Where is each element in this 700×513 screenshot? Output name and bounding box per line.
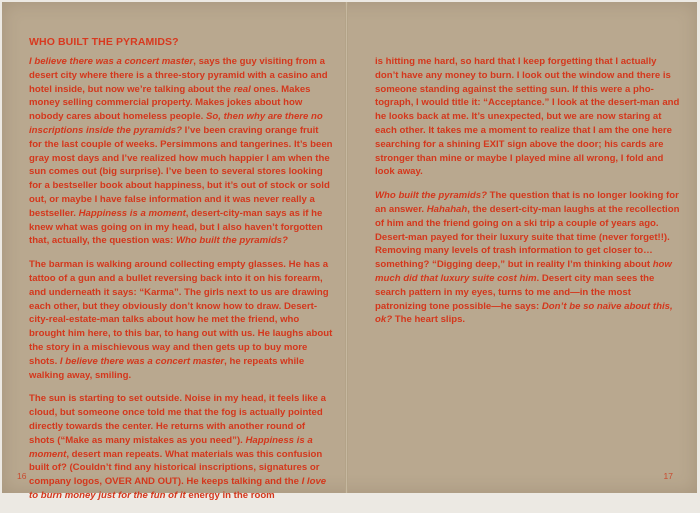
text-run: , desert-city-man says as if he knew what was going on in my head, but I also haven’t forgotten that, actually, the question was: — [29, 207, 323, 247]
italic-text-run: Who built the pyramids? — [175, 235, 288, 247]
text-run: The heart slips. — [392, 314, 466, 326]
text-run: . Desert city man sees the search pattern in my eyes, turns to me and—in the most patronizing tone possible—he says: — [375, 272, 655, 312]
italic-text-run: Don’t be so naïve about this, ok? — [375, 300, 673, 326]
italic-text-run: I believe there was a concert master — [29, 56, 194, 67]
right-page — [348, 2, 697, 493]
text-run: , the desert-city-man laughs at the recollection of him and the friend going on a ski trip a couple of years ago. Desert-man payed for their luxury suite that time (never forget!!). Removing many levels of trash information to get closer to…something? “Digging deep,” but in reality I’m thinking about — [375, 203, 680, 271]
italic-text-run: Hahahah — [426, 203, 468, 215]
right-page-body — [375, 55, 681, 337]
body-paragraph — [29, 258, 333, 382]
left-page — [2, 2, 345, 501]
text-run: , he repeats while walking away, smiling. — [29, 355, 305, 381]
text-run: I’ve been craving orange fruit for the last couple of weeks. Persimmons and tangerines. It’s been gray most days and I’ve realized how much happier I am when the sun comes out (big surprise). I’ve been to several stores looking for a bestseller book about happiness, but it’s out of stock or sold out, or maybe I have false information and it was never really a bestseller. — [29, 124, 333, 219]
page-number-right: 17 — [663, 471, 673, 481]
body-paragraph — [29, 55, 333, 248]
text-run: is hitting me hard, so hard that I keep forgetting that I actually don’t have any money to burn. I look out the window and there is someone standing against the setting sun. If this were a photograph, I would title it: “Acceptance.” I look at the desert-man and he looks back at me. It’s unexpected, but we are now staring at each other. It takes me a moment to realize that I am the one here searching for a shining EXIT sign above the door; his cards are stronger than mine or maybe I played mine all wrong, I fold and look away. — [375, 56, 680, 178]
italic-text-run: Happiness is a moment — [29, 434, 313, 460]
page-number-left: 16 — [17, 471, 27, 481]
italic-text-run: Who built the pyramids? — [375, 190, 487, 202]
body-paragraph — [375, 55, 681, 179]
text-run: ones. Makes money selling commercial property. Makes jokes about how nobody cares about homeless people. — [29, 83, 311, 123]
italic-text-run: I love to burn money just for the fun of it — [29, 476, 327, 501]
italic-text-run: So, then why are there no inscriptions inside the pyramids? — [29, 111, 323, 136]
page-heading: WHO BUILT THE PYRAMIDS? — [29, 36, 179, 48]
text-run: energy in the room — [185, 489, 275, 501]
text-run: The question that is no longer looking for an answer. — [375, 190, 679, 215]
book-spread — [2, 2, 697, 501]
italic-text-run: Happiness is a moment — [78, 207, 186, 219]
body-paragraph — [375, 189, 681, 327]
text-run: , desert man repeats. What materials was this confusion built of? (Couldn’t find any historical inscriptions, signatures or company logos, OVER AND OUT). He keeps talking and the — [29, 448, 323, 488]
text-run: , says the guy visiting from a desert city where there is a three-story pyramid with a casino and hotel inside, but now we’re talking about the — [29, 56, 328, 95]
italic-text-run: how much did that luxury suite cost him — [375, 259, 672, 284]
italic-text-run: real — [233, 83, 251, 95]
italic-text-run: I believe there was a concert master — [59, 355, 225, 367]
body-paragraph — [29, 392, 333, 502]
left-page-body — [29, 55, 333, 513]
text-run: The sun is starting to set outside. Noise in my head, it feels like a cloud, but someone once told me that the fog is actually pointed directly towards the center. He returns with another round of shots (“Make as many mistakes as you need”). — [29, 393, 326, 446]
text-run: The barman is walking around collecting empty glasses. He has a tattoo of a gun and a bullet reversing back into it on his forearm, and underneath it says: “Karma”. The girls next to us are drawing each other, but they obviously don’t know how to draw. Desert-city-real-estate-man talks about how he met the friend, who brought him here, to this bar, to hang out with us. He laughs about the story in a mischievous way and then gets up to buy more shots. — [29, 259, 333, 367]
